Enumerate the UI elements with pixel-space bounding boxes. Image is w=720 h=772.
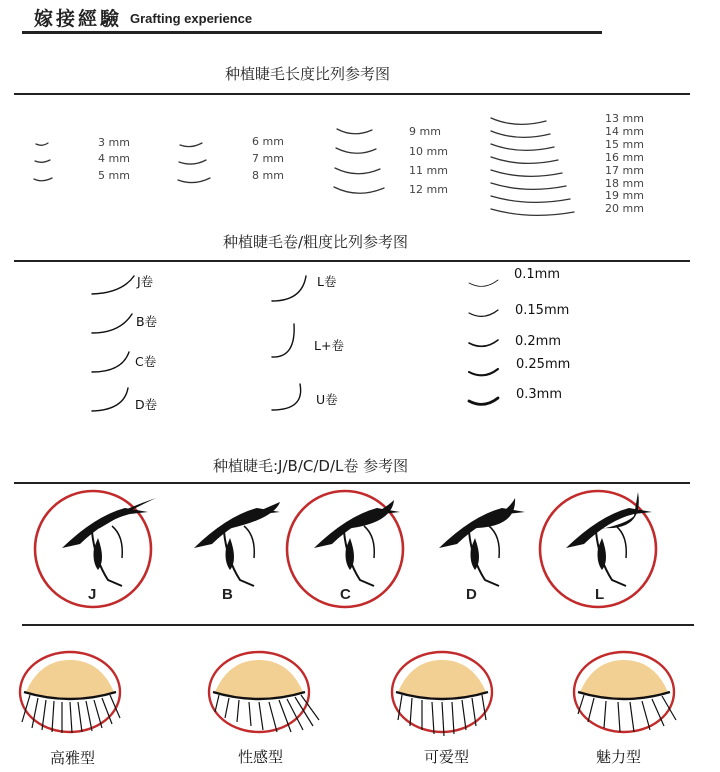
length-label: 4 mm: [98, 152, 130, 165]
length-label: 7 mm: [252, 152, 284, 165]
thickness-lash-group: [469, 280, 498, 404]
lash-3mm-icon: [36, 143, 48, 145]
curl-label-b: B卷: [136, 314, 158, 329]
lash-18mm-icon: [491, 183, 566, 189]
curl-label-d: D卷: [135, 397, 158, 412]
length-label: 12 mm: [409, 183, 448, 196]
eye-letter-d: D: [466, 586, 477, 603]
length-label: 3 mm: [98, 136, 130, 149]
length-lash-group-4: [491, 118, 574, 215]
eye-letter-c: C: [340, 586, 351, 603]
eye-letter-j: J: [88, 586, 97, 603]
lash-03mm-icon: [469, 398, 498, 404]
lash-5mm-icon: [34, 178, 52, 181]
lash-01mm-icon: [469, 280, 498, 286]
length-label: 10 mm: [409, 145, 448, 158]
lash-7mm-icon: [179, 160, 206, 164]
lash-02mm-icon: [469, 340, 498, 346]
eye-diagram-b: [194, 502, 280, 586]
eye-letter-b: B: [222, 586, 233, 603]
curl-lash-group-2: [272, 276, 306, 410]
length-label: 15 mm: [605, 137, 644, 151]
closed-eye-cute-icon: [392, 652, 492, 736]
curl-section-divider: [14, 260, 690, 262]
eye-profile-b-icon: [194, 502, 280, 586]
lash-9mm-icon: [337, 129, 372, 134]
length-label: 6 mm: [252, 135, 284, 148]
lash-025mm-icon: [469, 369, 498, 375]
length-label: 11 mm: [409, 164, 448, 177]
thickness-label: 0.25mm: [516, 357, 571, 372]
eye-profile-c-icon: [314, 500, 400, 586]
curl-label-u: U卷: [316, 392, 338, 407]
length-label: 14 mm: [605, 124, 644, 138]
eye-profile-d-icon: [439, 498, 525, 586]
thickness-label: 0.2mm: [515, 334, 562, 349]
length-label: 20 mm: [605, 202, 644, 216]
eye-section-title: 种植睫毛:J/B/C/D/L卷 参考图: [213, 457, 409, 475]
lash-14mm-icon: [491, 131, 550, 137]
eye-letter-l: L: [595, 586, 605, 603]
length-label: 16 mm: [605, 150, 644, 164]
header-title-cn: 嫁接經驗: [34, 8, 123, 30]
j-curl-lash-icon: [92, 276, 134, 294]
length-section-title: 种植睫毛长度比列参考图: [225, 65, 391, 83]
lash-16mm-icon: [491, 157, 558, 163]
curl-lash-group-1: [92, 276, 134, 411]
eye-profile-l-icon: [566, 492, 652, 586]
length-label: 17 mm: [605, 163, 644, 177]
lash-12mm-icon: [334, 187, 384, 193]
curl-section-title: 种植睫毛卷/粗度比列参考图: [223, 233, 409, 251]
length-label: 8 mm: [252, 169, 284, 182]
thickness-label: 0.15mm: [515, 303, 570, 318]
length-lash-group-1: [34, 143, 52, 181]
length-label: 13 mm: [605, 112, 644, 125]
curl-label-l: L卷: [317, 274, 337, 289]
lash-11mm-icon: [335, 168, 380, 174]
style-label-elegant: 高雅型: [50, 749, 96, 767]
thickness-label: 0.3mm: [516, 387, 563, 402]
lash-10mm-icon: [336, 148, 376, 153]
style-label-cute: 可爱型: [424, 748, 470, 766]
thickness-label: 0.1mm: [514, 267, 561, 282]
l-plus-curl-lash-icon: [272, 324, 294, 357]
lash-17mm-icon: [491, 170, 562, 176]
closed-eye-elegant-icon: [20, 652, 120, 733]
curl-label-j: J卷: [137, 274, 154, 289]
lash-19mm-icon: [491, 196, 570, 202]
d-curl-lash-icon: [92, 388, 128, 411]
closed-eye-charm-icon: [574, 652, 676, 732]
lash-6mm-icon: [180, 143, 202, 147]
b-curl-lash-icon: [92, 314, 132, 333]
lash-15mm-icon: [491, 144, 554, 150]
eye-section-divider: [14, 482, 690, 484]
u-curl-lash-icon: [272, 384, 301, 410]
styles-section-divider: [22, 624, 694, 626]
curl-label-c: C卷: [135, 354, 157, 369]
curl-label-l-plus: L+卷: [314, 338, 344, 353]
header-title-en: Grafting experience: [130, 11, 253, 26]
length-label: 19 mm: [605, 189, 644, 203]
lash-13mm-icon: [491, 118, 546, 124]
l-curl-lash-icon: [272, 276, 306, 301]
lash-015mm-icon: [469, 310, 498, 316]
length-lash-group-3: [334, 129, 384, 193]
c-curl-lash-icon: [92, 352, 129, 372]
style-label-sexy: 性感型: [238, 748, 284, 766]
length-label: 18 mm: [605, 176, 644, 190]
length-label: 9 mm: [409, 125, 441, 138]
length-lash-group-2: [178, 143, 210, 183]
eye-diagram-d: [439, 498, 525, 586]
closed-eye-sexy-icon: [209, 652, 319, 732]
lash-8mm-icon: [178, 178, 210, 183]
eye-profile-j-icon: [62, 498, 156, 586]
lash-20mm-icon: [491, 209, 574, 215]
lash-4mm-icon: [35, 160, 50, 162]
style-label-charm: 魅力型: [596, 748, 642, 766]
length-label: 5 mm: [98, 169, 130, 182]
